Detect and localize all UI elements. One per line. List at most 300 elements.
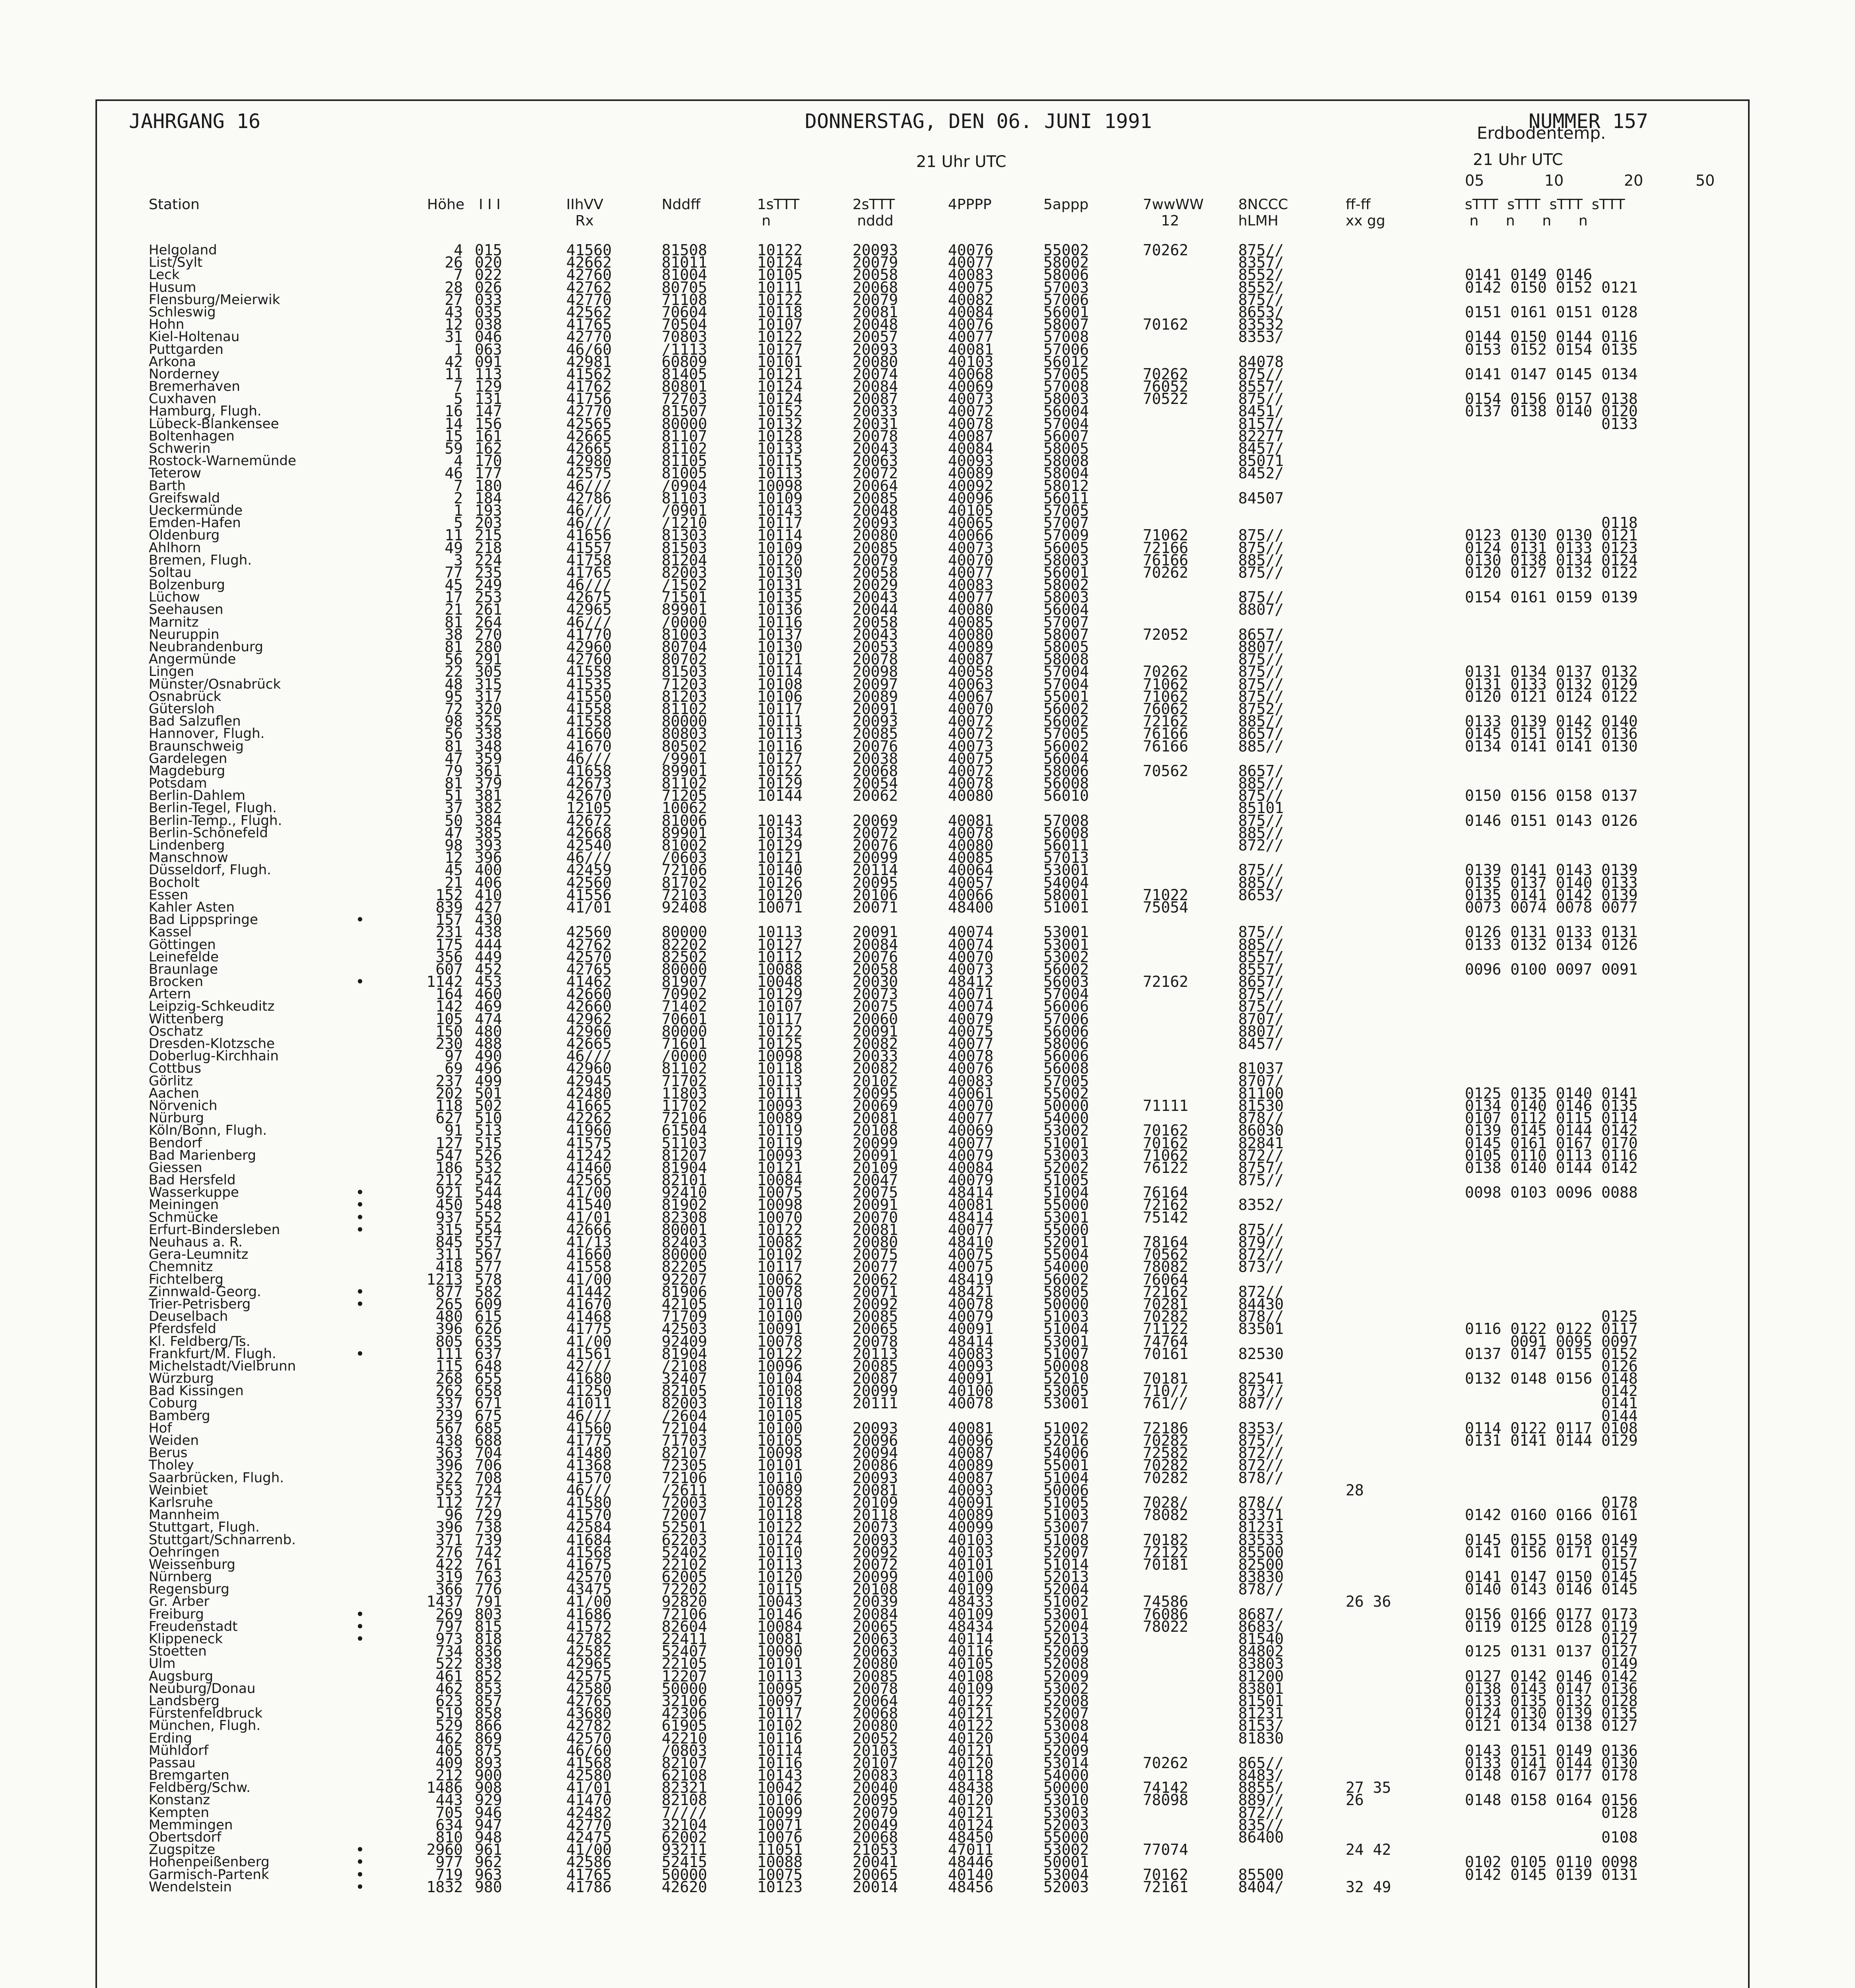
station-name: Michelstadt/Vielbrunn	[149, 1358, 296, 1374]
row-cell: 81103	[662, 489, 707, 507]
row-cell: 20071	[853, 898, 898, 916]
row-cell: 10108	[757, 675, 803, 693]
soil-temps: 0139 0145 0144 0142	[1465, 1122, 1638, 1140]
row-cell: 8653/	[1238, 886, 1284, 904]
row-cell: 20075	[853, 998, 898, 1015]
row-cell: 20014	[853, 1878, 898, 1896]
station-name: Neuhaus a. R.	[149, 1234, 243, 1250]
col-iii: I I I	[479, 196, 501, 213]
station-name: Memmingen	[149, 1817, 233, 1833]
station-name: Oehringen	[149, 1544, 220, 1560]
station-name: Coburg	[149, 1395, 198, 1411]
station-height: 363	[435, 1444, 463, 1462]
row-cell: 41775	[566, 1320, 612, 1338]
soil-temps: 0127 0142 0146 0142	[1465, 1667, 1638, 1685]
soil-temps: 0133 0135 0132 0128	[1465, 1692, 1638, 1710]
row-cell: 022	[475, 266, 502, 284]
row-cell: 875//	[1238, 675, 1284, 693]
row-cell: 80000	[662, 712, 707, 730]
row-cell: 81830	[1238, 1729, 1284, 1747]
row-cell: 557	[475, 1233, 502, 1251]
row-cell: 53002	[1043, 1122, 1089, 1140]
row-cell: 20082	[853, 1035, 898, 1052]
row-cell: 81200	[1238, 1667, 1284, 1685]
row-cell: 20093	[853, 241, 898, 259]
station-height: 356	[435, 948, 463, 966]
row-cell: 40065	[948, 514, 994, 532]
row-cell: 40072	[948, 725, 994, 743]
station-height: 230	[435, 1035, 463, 1052]
row-cell: 40079	[948, 1010, 994, 1028]
row-cell: 42760	[566, 650, 612, 668]
row-cell: 10091	[757, 1320, 803, 1338]
station-height: 921	[435, 1184, 463, 1202]
row-cell: 41686	[566, 1605, 612, 1623]
row-cell: 40120	[948, 1754, 994, 1772]
row-cell: 20063	[853, 452, 898, 470]
row-cell: 82108	[662, 1791, 707, 1809]
row-cell: 42770	[566, 291, 612, 309]
row-cell: 26	[1346, 1791, 1364, 1809]
row-cell: 655	[475, 1370, 502, 1388]
row-cell: 875//	[1238, 365, 1284, 383]
row-cell: 20076	[853, 948, 898, 966]
row-cell: 81102	[662, 1060, 707, 1077]
row-cell: 48446	[948, 1853, 994, 1871]
row-cell: 875//	[1238, 650, 1284, 668]
row-cell: 869	[475, 1729, 502, 1747]
row-cell: 48400	[948, 898, 994, 916]
station-name: Trier-Petrisberg	[149, 1296, 251, 1312]
station-height: 49	[445, 539, 463, 557]
row-cell: 57007	[1043, 613, 1089, 631]
row-cell: 86400	[1238, 1829, 1284, 1846]
row-cell: 10090	[757, 1642, 803, 1660]
row-cell: 80502	[662, 737, 707, 755]
row-cell: 56003	[1043, 973, 1089, 991]
row-cell: 72162	[1143, 712, 1189, 730]
row-cell: 57008	[1043, 812, 1089, 829]
row-cell: 42672	[566, 812, 612, 829]
row-cell: 872//	[1238, 1456, 1284, 1474]
row-cell: 40073	[948, 960, 994, 978]
row-cell: 57006	[1043, 1010, 1089, 1028]
row-cell: 20075	[853, 1184, 898, 1202]
row-cell: 8353/	[1238, 1419, 1284, 1437]
row-cell: 10114	[757, 1741, 803, 1759]
row-cell: 52004	[1043, 1617, 1089, 1635]
station-name: Bremerhaven	[149, 379, 240, 395]
row-cell: 54000	[1043, 1109, 1089, 1127]
row-cell: 648	[475, 1357, 502, 1375]
row-cell: 7////	[662, 1804, 707, 1821]
station-name: Deuselbach	[149, 1309, 228, 1325]
row-cell: 81203	[662, 687, 707, 705]
station-marker: •	[355, 1878, 365, 1896]
row-cell: 53001	[1043, 1208, 1089, 1226]
station-name: Ulm	[149, 1656, 176, 1672]
station-height: 553	[435, 1481, 463, 1499]
station-height: 212	[435, 1767, 463, 1784]
row-cell: 71601	[662, 1035, 707, 1052]
station-name: Düsseldorf, Flugh.	[149, 862, 271, 878]
row-cell: 72161	[1143, 1878, 1189, 1896]
row-cell: 42660	[566, 998, 612, 1015]
row-cell: 20111	[853, 1394, 898, 1412]
soil-temps: 0150 0156 0158 0137	[1465, 787, 1638, 805]
row-cell: 10152	[757, 402, 803, 420]
row-cell: 52501	[662, 1518, 707, 1536]
row-cell: 40118	[948, 1767, 994, 1784]
row-cell: 131	[475, 390, 502, 408]
row-cell: 10134	[757, 824, 803, 842]
row-cell: 40108	[948, 1667, 994, 1685]
row-cell: 10076	[757, 1829, 803, 1846]
row-cell: 72162	[1143, 1283, 1189, 1301]
row-cell: 20033	[853, 402, 898, 420]
row-cell: 41568	[566, 1754, 612, 1772]
row-cell: 54004	[1043, 874, 1089, 891]
station-name: Bad Kissingen	[149, 1383, 244, 1399]
row-cell: 42762	[566, 936, 612, 953]
row-cell: 10122	[757, 328, 803, 346]
table-row	[97, 1047, 1748, 1065]
row-cell: 42482	[566, 1804, 612, 1821]
table-row	[97, 1258, 1748, 1276]
row-cell: 32407	[662, 1370, 707, 1388]
soil-temps: 0145 0151 0152 0136	[1465, 725, 1638, 743]
row-cell: 48412	[948, 973, 994, 991]
station-height: 319	[435, 1568, 463, 1586]
station-name: Nürnberg	[149, 1569, 212, 1585]
row-cell: 453	[475, 973, 502, 991]
depth-05: 05	[1465, 172, 1484, 189]
row-cell: 8552/	[1238, 278, 1284, 296]
station-height: 438	[435, 1432, 463, 1449]
row-cell: 75142	[1143, 1208, 1189, 1226]
station-name: Weissenburg	[149, 1556, 235, 1573]
row-cell: 58002	[1043, 254, 1089, 272]
row-cell: 10143	[757, 812, 803, 829]
table-row	[97, 1469, 1748, 1487]
row-cell: 20058	[853, 266, 898, 284]
station-height: 262	[435, 1382, 463, 1400]
row-cell: 40093	[948, 452, 994, 470]
row-cell: 72052	[1143, 625, 1189, 643]
row-cell: 42965	[566, 1655, 612, 1673]
row-cell: 11051	[757, 1841, 803, 1859]
row-cell: 81207	[662, 1146, 707, 1164]
row-cell: 85500	[1238, 1543, 1284, 1561]
row-cell: 10129	[757, 837, 803, 854]
row-cell: 20099	[853, 1568, 898, 1586]
row-cell: 875//	[1238, 985, 1284, 1003]
row-cell: 170	[475, 452, 502, 470]
station-name: Tholey	[149, 1457, 194, 1474]
row-cell: 72166	[1143, 539, 1189, 557]
soil-temps: 0142 0160 0166 0161	[1465, 1506, 1638, 1524]
row-cell: 41/01	[566, 898, 612, 916]
row-cell: 836	[475, 1642, 502, 1660]
row-cell: 10093	[757, 1146, 803, 1164]
station-name: Boltenhagen	[149, 428, 235, 444]
station-height: 12	[445, 316, 463, 334]
soil-temps: 0131 0141 0144 0129	[1465, 1432, 1638, 1449]
station-name: Erding	[149, 1730, 192, 1746]
row-cell: 10144	[757, 787, 803, 805]
row-cell: 76164	[1143, 1184, 1189, 1202]
row-cell: 20093	[853, 1469, 898, 1487]
row-cell: 62203	[662, 1531, 707, 1549]
row-cell: 885//	[1238, 737, 1284, 755]
station-height: 1437	[426, 1593, 463, 1611]
row-cell: 62005	[662, 1568, 707, 1586]
row-cell: 20054	[853, 775, 898, 792]
row-cell: /0901	[662, 501, 707, 519]
row-cell: 82604	[662, 1617, 707, 1635]
row-cell: 501	[475, 1084, 502, 1102]
row-cell: 40074	[948, 998, 994, 1015]
depth-20: 20	[1624, 172, 1643, 189]
table-row	[97, 638, 1748, 656]
station-height: 11	[445, 526, 463, 544]
row-cell: 41/00	[566, 1593, 612, 1611]
row-cell: 70522	[1143, 390, 1189, 408]
row-cell: 875//	[1238, 291, 1284, 309]
soil-temps: 0149	[1465, 1655, 1638, 1673]
row-cell: 40063	[948, 675, 994, 693]
station-name: Freiburg	[149, 1606, 204, 1622]
row-cell: 42575	[566, 464, 612, 482]
row-cell: 51004	[1043, 1184, 1089, 1202]
row-cell: 893	[475, 1754, 502, 1772]
row-cell: 40057	[948, 874, 994, 891]
row-cell: 82107	[662, 1444, 707, 1462]
row-cell: 56006	[1043, 1047, 1089, 1065]
row-cell: 10117	[757, 700, 803, 718]
row-cell: 875//	[1238, 390, 1284, 408]
row-cell: 81702	[662, 874, 707, 891]
row-cell: 948	[475, 1829, 502, 1846]
row-cell: 56001	[1043, 303, 1089, 321]
station-height: 31	[445, 328, 463, 346]
row-cell: 20068	[853, 762, 898, 780]
station-height: 7	[454, 378, 463, 396]
row-cell: 57005	[1043, 365, 1089, 383]
soil-temps: 0133 0132 0134 0126	[1465, 936, 1638, 953]
row-cell: 20095	[853, 1084, 898, 1102]
station-height: 112	[435, 1493, 463, 1511]
row-cell: 50000	[1043, 1779, 1089, 1797]
row-cell: 40078	[948, 415, 994, 433]
station-height: 56	[445, 725, 463, 743]
station-height: 239	[435, 1407, 463, 1425]
row-cell: 10062	[662, 799, 707, 817]
row-cell: 10114	[757, 663, 803, 681]
row-cell: 42666	[566, 1221, 612, 1239]
row-cell: 54000	[1043, 1258, 1089, 1276]
row-cell: 22411	[662, 1630, 707, 1648]
row-cell: 78022	[1143, 1617, 1189, 1635]
station-height: 212	[435, 1171, 463, 1189]
depth-10: 10	[1544, 172, 1564, 189]
row-cell: 41/01	[566, 1779, 612, 1797]
row-cell: 8483/	[1238, 1767, 1284, 1784]
row-cell: 70162	[1143, 1866, 1189, 1883]
row-cell: 10118	[757, 1394, 803, 1412]
station-name: Weiden	[149, 1433, 199, 1448]
soil-temps: 0131 0134 0137 0132	[1465, 663, 1638, 681]
row-cell: 10113	[757, 1555, 803, 1573]
row-cell: 385	[475, 824, 502, 842]
station-height: 480	[435, 1308, 463, 1326]
row-cell: 526	[475, 1146, 502, 1164]
station-height: 839	[435, 898, 463, 916]
row-cell: 81102	[662, 440, 707, 457]
row-cell: 729	[475, 1506, 502, 1524]
row-cell: 53010	[1043, 1791, 1089, 1809]
row-cell: 81005	[662, 464, 707, 482]
station-marker: •	[355, 1283, 365, 1301]
row-cell: 8807/	[1238, 601, 1284, 619]
soil-temps: 0145 0161 0167 0170	[1465, 1134, 1638, 1152]
row-cell: 71203	[662, 675, 707, 693]
row-cell: 11803	[662, 1084, 707, 1102]
row-cell: 40087	[948, 1469, 994, 1487]
station-name: Landsberg	[149, 1693, 220, 1709]
row-cell: /1113	[662, 340, 707, 358]
row-cell: 41558	[566, 663, 612, 681]
row-cell: 20062	[853, 787, 898, 805]
row-cell: 51002	[1043, 1593, 1089, 1611]
row-cell: 71062	[1143, 675, 1189, 693]
row-cell: 20064	[853, 477, 898, 495]
station-name: Stuttgart, Flugh.	[149, 1519, 260, 1536]
row-cell: 26 36	[1346, 1593, 1391, 1611]
row-cell: 58003	[1043, 551, 1089, 569]
row-cell: 20053	[853, 638, 898, 656]
station-name: Cottbus	[149, 1060, 202, 1077]
row-cell: 20074	[853, 365, 898, 383]
col-ihvv: IIhVV Rx	[566, 196, 604, 229]
table-row	[97, 1283, 1748, 1301]
row-cell: 20085	[853, 539, 898, 557]
row-cell: 20084	[853, 1605, 898, 1623]
station-name: Passau	[149, 1755, 196, 1771]
row-cell: 81906	[662, 1283, 707, 1301]
row-cell: 42565	[566, 415, 612, 433]
row-cell: 53001	[1043, 1394, 1089, 1412]
table-row	[97, 1010, 1748, 1028]
row-cell: 704	[475, 1444, 502, 1462]
row-cell: 063	[475, 340, 502, 358]
row-cell: 42560	[566, 874, 612, 891]
col-clouds: 8NCCC hLMH	[1238, 196, 1288, 229]
row-cell: 40077	[948, 1035, 994, 1052]
row-cell: 40103	[948, 353, 994, 371]
row-cell: 70902	[662, 985, 707, 1003]
station-name: Bamberg	[149, 1408, 210, 1424]
row-cell: 20080	[853, 1655, 898, 1673]
station-height: 797	[435, 1617, 463, 1635]
row-cell: 20063	[853, 1630, 898, 1648]
row-cell: 038	[475, 316, 502, 334]
row-cell: 58005	[1043, 638, 1089, 656]
row-cell: 71108	[662, 291, 707, 309]
station-name: Lingen	[149, 664, 194, 680]
station-name: Wendelstein	[149, 1879, 232, 1895]
row-cell: 41442	[566, 1283, 612, 1301]
station-height: 1	[454, 501, 463, 519]
row-cell: 52007	[1043, 1705, 1089, 1722]
row-cell: 84430	[1238, 1295, 1284, 1313]
soil-temps: 0145 0155 0158 0149	[1465, 1531, 1638, 1549]
row-cell: 10122	[757, 1221, 803, 1239]
row-cell: 10105	[757, 266, 803, 284]
row-cell: 20091	[853, 1022, 898, 1040]
row-cell: 81303	[662, 526, 707, 544]
row-cell: 875//	[1238, 787, 1284, 805]
station-marker: •	[355, 911, 365, 929]
row-cell: 10116	[757, 1754, 803, 1772]
row-cell: 20084	[853, 936, 898, 953]
soil-temps: 0114 0122 0117 0108	[1465, 1419, 1638, 1437]
station-name: Seehausen	[149, 602, 223, 618]
row-cell: 40070	[948, 700, 994, 718]
row-cell: 10075	[757, 1184, 803, 1202]
row-cell: 55000	[1043, 1196, 1089, 1214]
row-cell: 20081	[853, 1481, 898, 1499]
row-cell: 291	[475, 650, 502, 668]
row-cell: 872//	[1238, 1444, 1284, 1462]
row-cell: 552	[475, 1208, 502, 1226]
row-cell: 582	[475, 1283, 502, 1301]
row-cell: 41/13	[566, 1233, 612, 1251]
row-cell: 609	[475, 1295, 502, 1313]
row-cell: 962	[475, 1853, 502, 1871]
row-cell: 129	[475, 378, 502, 396]
station-name: Gütersloh	[149, 701, 215, 717]
row-cell: 396	[475, 849, 502, 867]
row-cell: 578	[475, 1270, 502, 1288]
row-cell: 20041	[853, 1853, 898, 1871]
row-cell: 71703	[662, 1432, 707, 1449]
row-cell: 8153/	[1238, 1717, 1284, 1735]
row-cell: 40070	[948, 948, 994, 966]
row-cell: 10071	[757, 1816, 803, 1834]
row-cell: 873//	[1238, 1382, 1284, 1400]
row-cell: 10122	[757, 1345, 803, 1363]
row-cell: 878//	[1238, 1493, 1284, 1511]
station-height: 37	[445, 799, 463, 817]
soil-temps: 0132 0148 0156 0148	[1465, 1370, 1638, 1388]
row-cell: 53014	[1043, 1754, 1089, 1772]
row-cell: 41561	[566, 1345, 612, 1363]
row-cell: 20078	[853, 427, 898, 445]
row-cell: 865//	[1238, 1754, 1284, 1772]
station-name: Marnitz	[149, 614, 199, 630]
station-name: Hannover, Flugh.	[149, 726, 265, 742]
row-cell: 838	[475, 1655, 502, 1673]
row-cell: 10082	[757, 1233, 803, 1251]
station-height: 45	[445, 861, 463, 879]
row-cell: 70282	[1143, 1469, 1189, 1487]
row-cell: 763	[475, 1568, 502, 1586]
row-cell: 58003	[1043, 588, 1089, 606]
row-cell: 40087	[948, 1444, 994, 1462]
row-cell: 53008	[1043, 1717, 1089, 1735]
row-cell: 80705	[662, 278, 707, 296]
